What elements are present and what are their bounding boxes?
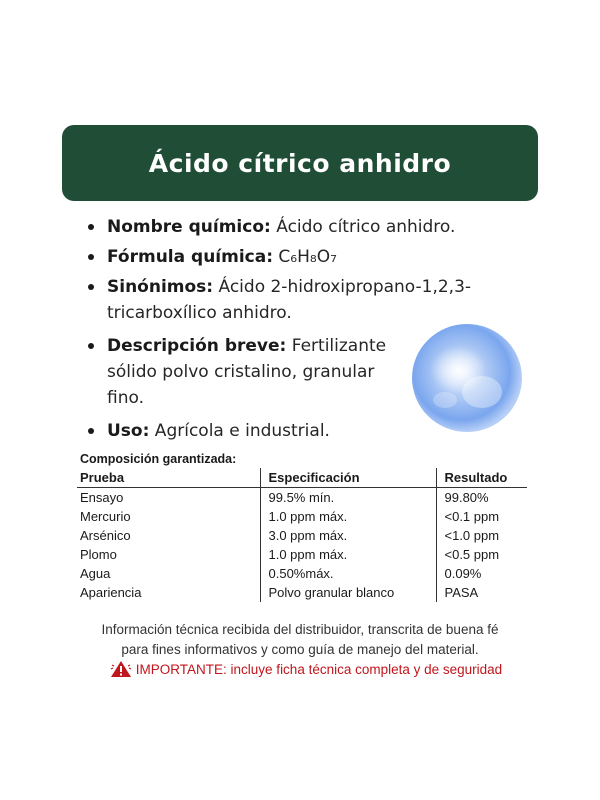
cell-prueba: Apariencia [80, 585, 142, 600]
cell-prueba: Ensayo [80, 490, 124, 505]
info-value: Ácido 2-hidroxipropano-1,2,3-tricarboxílico anhidro. [107, 277, 472, 323]
table-row [77, 526, 527, 545]
info-label: Uso: [107, 421, 150, 441]
powder-pile-image [410, 322, 524, 434]
cell-especificacion: 0.50%máx. [260, 564, 436, 583]
cell-prueba: Plomo [80, 547, 117, 562]
cell-especificacion: 3.0 ppm máx. [260, 526, 436, 545]
disclaimer-line-2: para fines informativos y como guía de manejo del material. [121, 642, 479, 657]
important-notice [96, 660, 516, 678]
cell-resultado: <1.0 ppm [436, 526, 527, 545]
cell-prueba: Mercurio [80, 509, 131, 524]
disclaimer-line-1: Información técnica recibida del distribuidor, transcrita de buena fé [101, 622, 499, 637]
cell-prueba: Agua [80, 566, 111, 581]
info-synonyms [86, 274, 556, 326]
cell-resultado: PASA [436, 583, 527, 602]
cell-resultado: 0.09% [436, 564, 527, 583]
cell-especificacion: Polvo granular blanco [260, 583, 436, 602]
disclaimer [40, 620, 560, 660]
header-prueba: Prueba [77, 468, 260, 488]
info-label: Sinónimos: [107, 277, 214, 297]
page-title: Ácido cítrico anhidro [148, 148, 452, 178]
table-row [77, 488, 527, 508]
table-header-row [77, 468, 527, 488]
info-description [86, 333, 407, 411]
cell-especificacion: 1.0 ppm máx. [260, 545, 436, 564]
info-label: Fórmula química: [107, 247, 274, 267]
cell-resultado: <0.5 ppm [436, 545, 527, 564]
cell-especificacion: 1.0 ppm máx. [260, 507, 436, 526]
table-row [77, 507, 527, 526]
info-value: Ácido cítrico anhidro. [270, 217, 456, 237]
info-label: Descripción breve: [107, 336, 287, 356]
table-row [77, 583, 527, 602]
title-banner [62, 125, 538, 201]
info-value: C₆H₈O₇ [273, 247, 337, 267]
table-row [77, 564, 527, 583]
important-notice-text: IMPORTANTE: incluye ficha técnica completa y de seguridad [135, 661, 503, 677]
info-chemical-name [86, 214, 556, 240]
header-resultado: Resultado [436, 468, 527, 488]
info-value: Fertilizante sólido polvo cristalino, granular fino. [107, 336, 387, 408]
info-value: Agrícola e industrial. [149, 421, 330, 441]
cell-resultado: <0.1 ppm [436, 507, 527, 526]
cell-resultado: 99.80% [436, 488, 527, 508]
info-label: Nombre químico: [107, 217, 271, 237]
cell-especificacion: 99.5% mín. [260, 488, 436, 508]
warning-triangle-icon [110, 660, 132, 678]
composition-table [77, 468, 527, 602]
cell-prueba: Arsénico [80, 528, 131, 543]
info-formula [86, 244, 556, 270]
table-row [77, 545, 527, 564]
composition-title: Composición garantizada: [80, 452, 237, 466]
header-especificacion: Especificación [260, 468, 436, 488]
